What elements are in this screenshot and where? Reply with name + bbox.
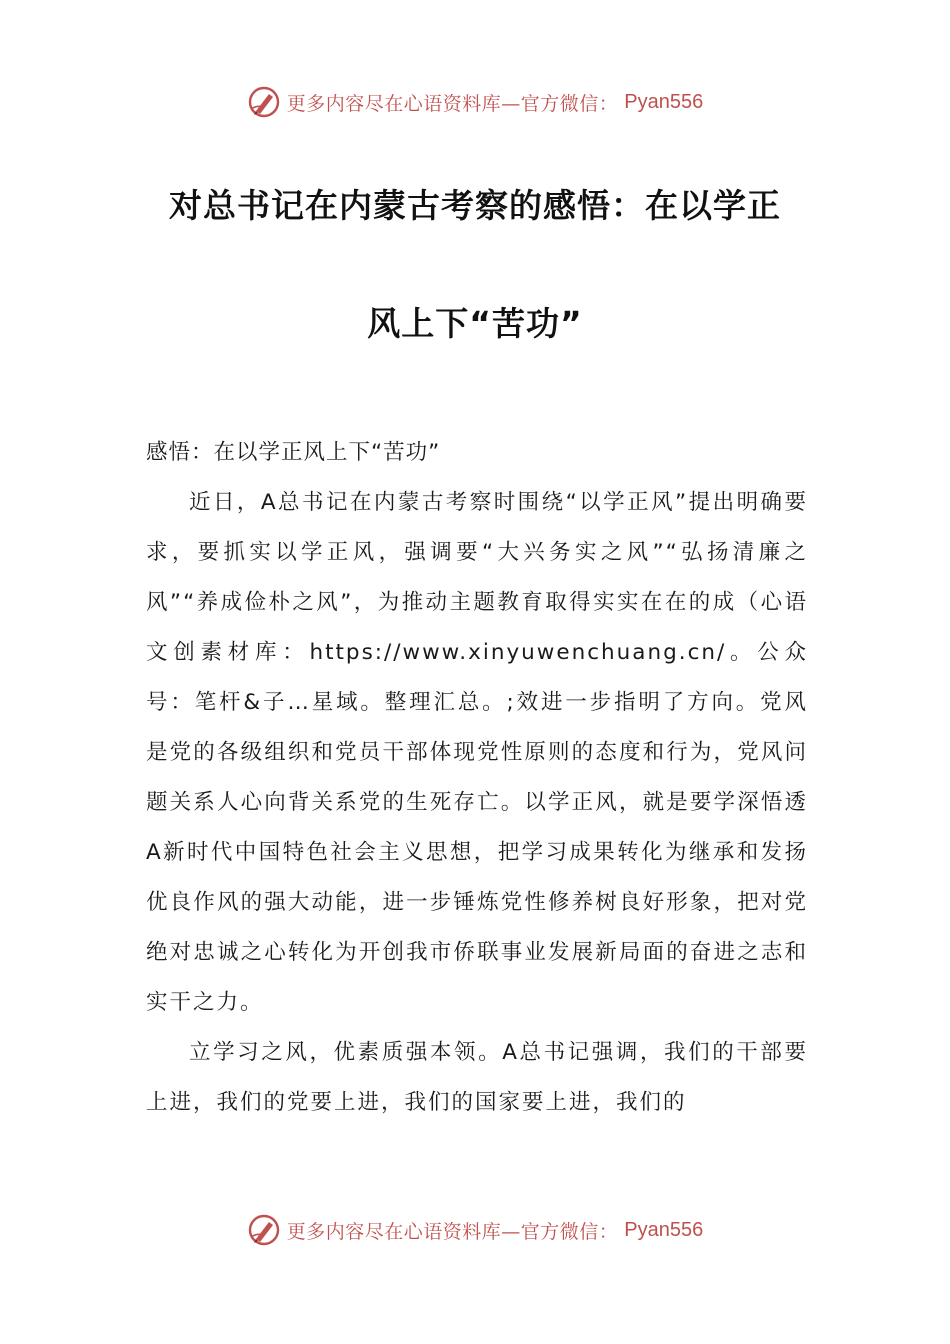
pen-logo-icon [247, 1213, 281, 1247]
document-title-line-2: 风上下“苦功” [367, 304, 583, 343]
banner-text: 更多内容尽在心语资料库—官方微信： [286, 92, 619, 115]
body-paragraph: 近日，A总书记在内蒙古考察时围绕“以学正风”提出明确要求，要抓实以学正风，强调要“大兴务实之风”“弘扬清廉之风”“养成俭朴之风”，为推动主题教育取得实实在在的成（心语文创素材库：https://www.xinyuwenchuang.cn/。公众号：笔杆&子…星域。整理汇总。;效进一步指明了方向。党风是党的各级组织和党员干部体现党性原则的态度和行为，党风问题关系人心向背关系党的生死存亡。以学正风，就是要学深悟透A新时代中国特色社会主义思想，把学习成果转化为继承和发扬优良作风的强大动能，进一步锤炼党性修养树良好形象，把对党绝对忠诚之心转化为开创我市侨联事业发展新局面的奋进之志和实干之力。 [146, 490, 808, 1015]
footer-banner [0, 1210, 950, 1250]
banner-text: 更多内容尽在心语资料库—官方微信： [286, 1220, 619, 1243]
document-title-line-1: 对总书记在内蒙古考察的感悟：在以学正 [169, 186, 781, 225]
body-subheading: 感悟：在以学正风上下“苦功” [146, 440, 441, 465]
body-paragraph: 立学习之风，优素质强本领。A总书记强调，我们的干部要上进，我们的党要上进，我们的国家要上进，我们的 [146, 1040, 808, 1115]
pen-logo-icon [247, 85, 281, 119]
header-banner [0, 82, 950, 122]
wechat-id: Pyan556 [624, 1218, 704, 1241]
document-body [146, 428, 808, 1128]
wechat-id: Pyan556 [624, 90, 704, 113]
